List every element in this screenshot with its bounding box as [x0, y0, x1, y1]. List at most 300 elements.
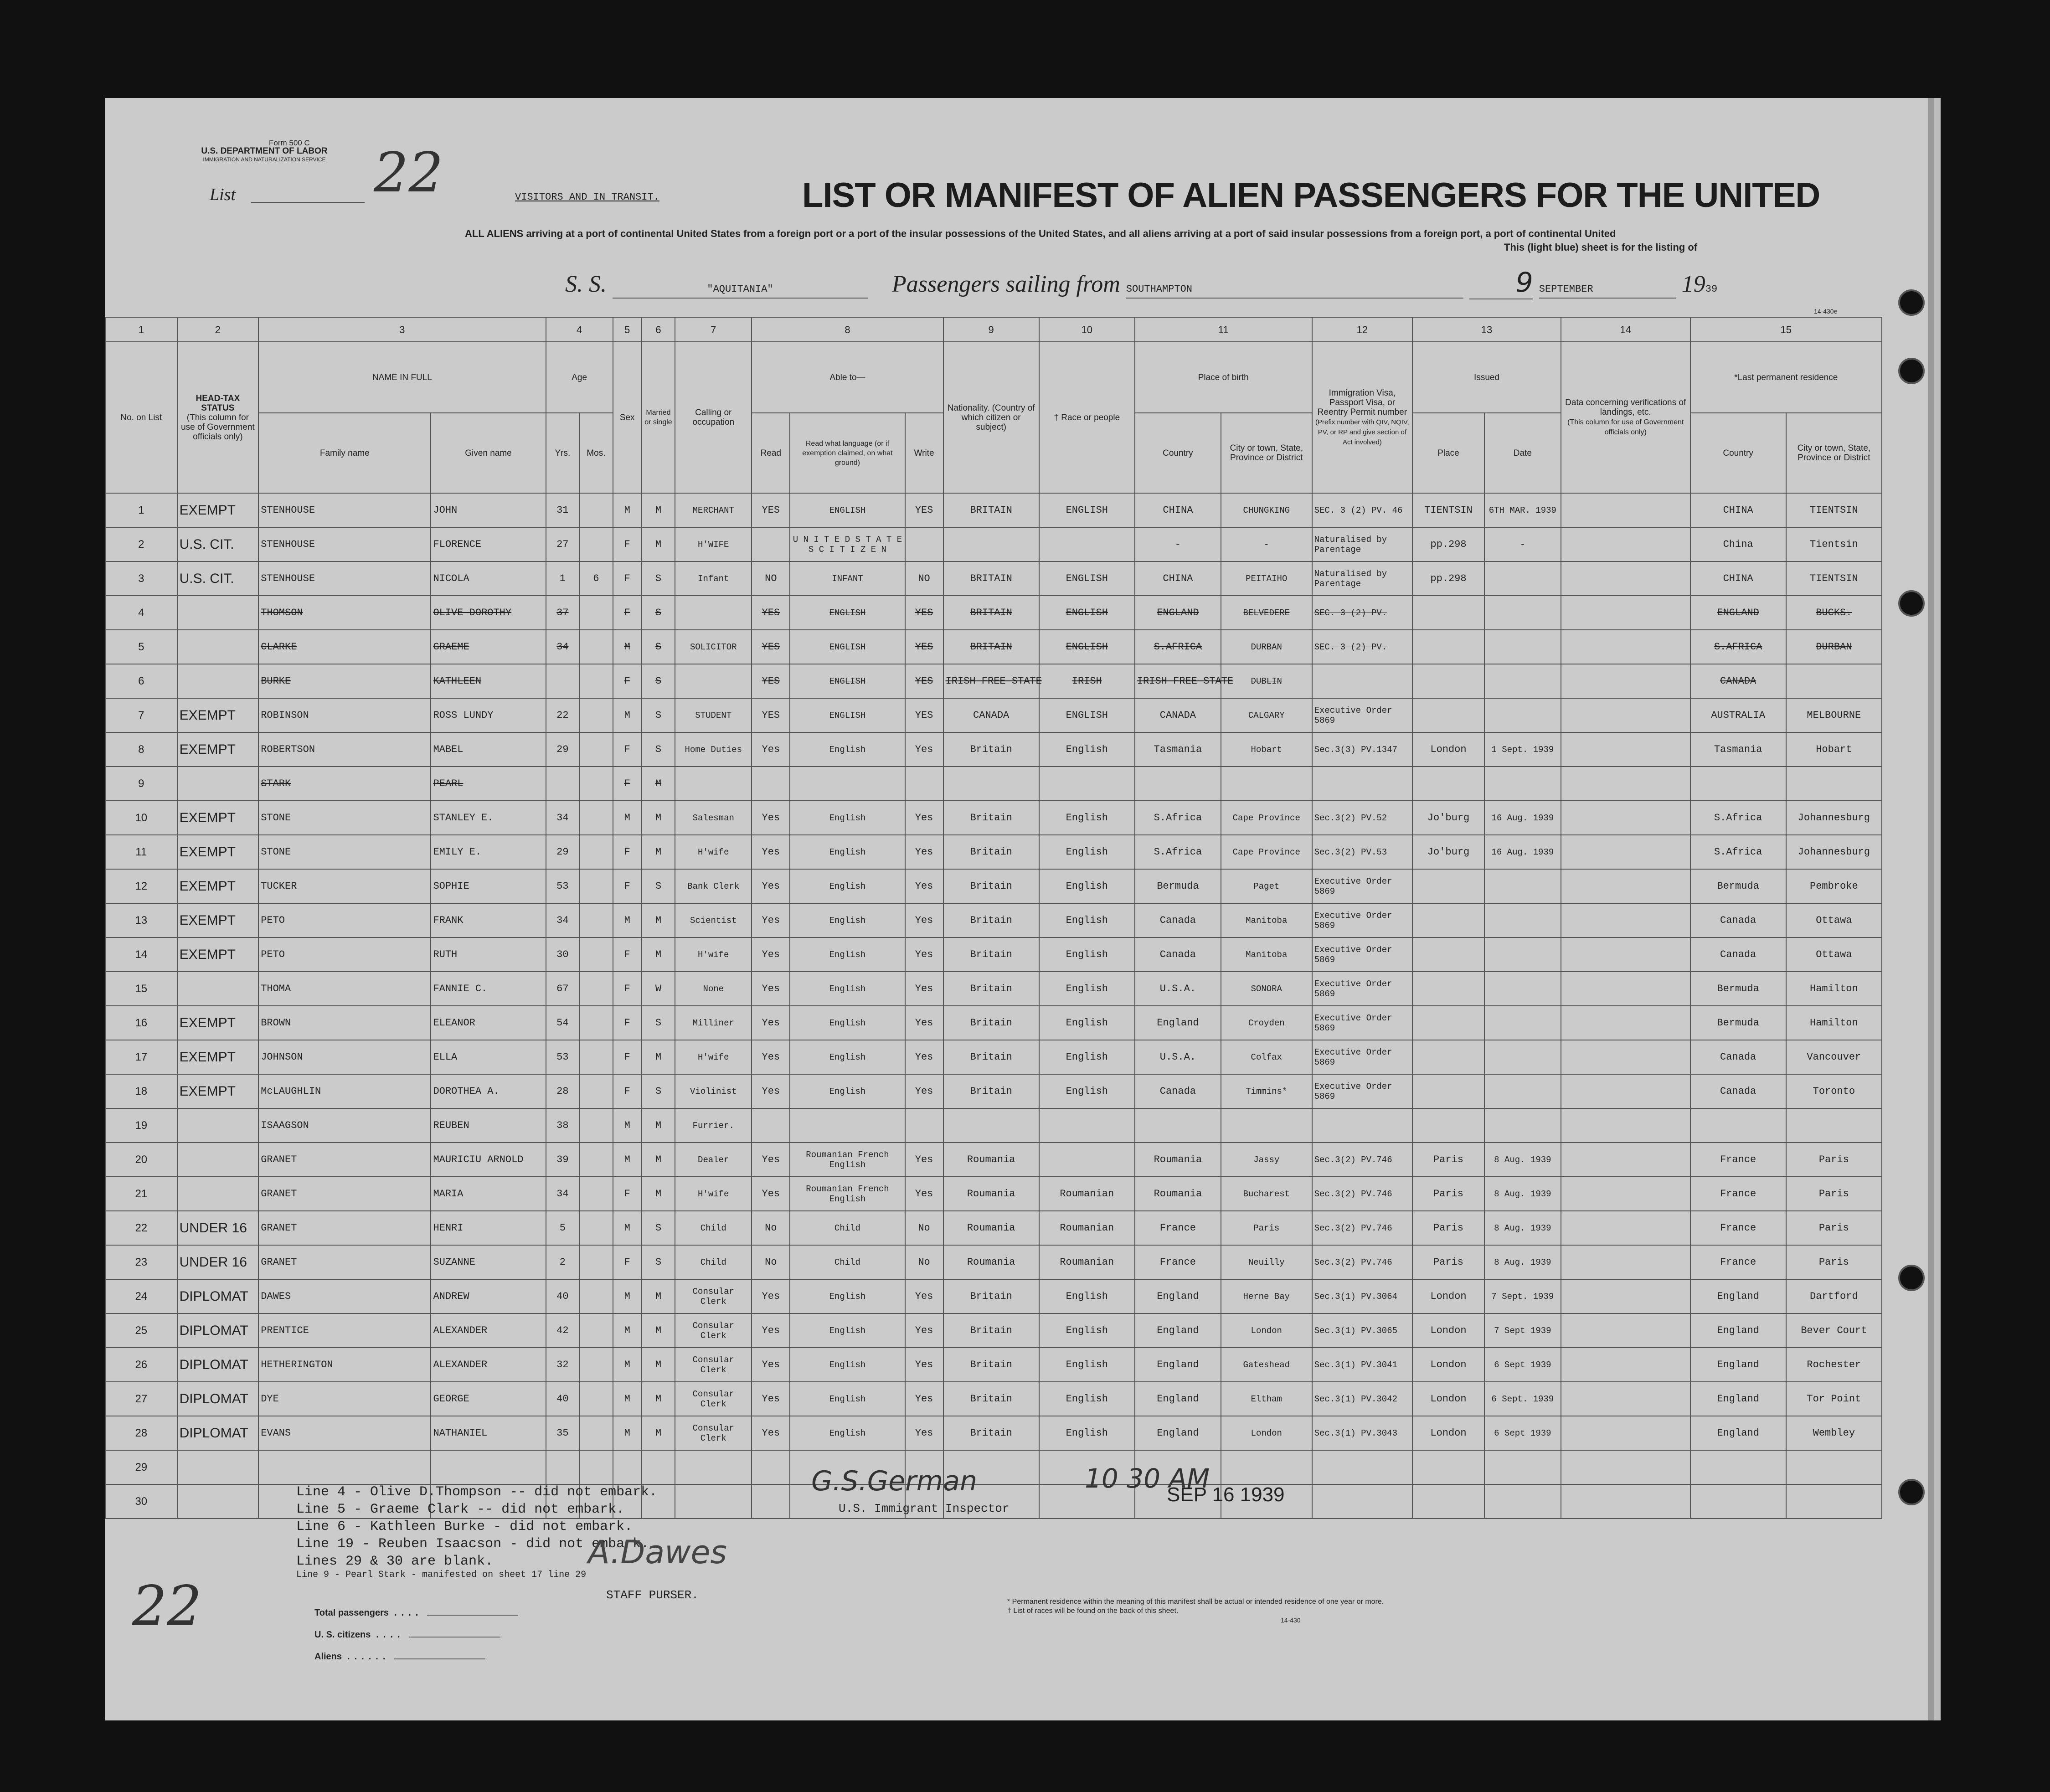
- cell-rcountry: Tasmania: [1690, 732, 1786, 767]
- cell-yrs: 28: [546, 1074, 580, 1108]
- cell-write: YES: [905, 664, 943, 698]
- cell-family: BROWN: [258, 1006, 431, 1040]
- cell-date: [1484, 1313, 1561, 1348]
- cell-lang: [790, 527, 905, 561]
- cell-date-text: 16 Aug. 1939: [1491, 813, 1554, 823]
- cell-lang-text: English: [829, 915, 866, 926]
- cell-visa-text: Naturalised by Parentage: [1314, 568, 1387, 589]
- cell-occ-text: Consular Clerk: [692, 1389, 734, 1409]
- cell-place: [1412, 1450, 1484, 1484]
- cell-verifications: [1561, 1177, 1690, 1211]
- column-number: 14: [1561, 317, 1690, 342]
- cell-bcountry: Roumania: [1135, 1177, 1221, 1211]
- cell-rcity: DURBAN: [1786, 630, 1882, 664]
- cell-rcity: Tor Point: [1786, 1382, 1882, 1416]
- cell-status: DIPLOMAT: [177, 1382, 259, 1416]
- cell-rcity: [1786, 664, 1882, 698]
- cell-given: NATHANIEL: [431, 1416, 546, 1450]
- cell-visa: [1312, 903, 1413, 937]
- cell-verifications: [1561, 527, 1690, 561]
- cell-read: Yes: [752, 972, 790, 1006]
- cell-no: 22: [105, 1211, 177, 1245]
- cell-given: DOROTHEA A.: [431, 1074, 546, 1108]
- cell-date-text: 16 Aug. 1939: [1491, 847, 1554, 857]
- cell-status: [177, 972, 259, 1006]
- table-row: [105, 527, 1882, 561]
- cell-mos: 6: [579, 561, 613, 596]
- cell-nat: Roumania: [943, 1211, 1039, 1245]
- cell-family: GRANET: [258, 1143, 431, 1177]
- form-number: Form 500 C: [269, 139, 310, 147]
- cell-yrs: 5: [546, 1211, 580, 1245]
- cell-status: [177, 664, 259, 698]
- cell-date-text: 1 Sept. 1939: [1491, 744, 1554, 755]
- cell-family: HETHERINGTON: [258, 1348, 431, 1382]
- cell-nat: Britain: [943, 801, 1039, 835]
- cell-nat: [943, 1108, 1039, 1143]
- cell-lang-text: Child: [834, 1223, 860, 1233]
- cell-no: 28: [105, 1416, 177, 1450]
- aliens-label: Aliens: [314, 1652, 342, 1662]
- cell-occ: [675, 561, 752, 596]
- cell-lang-text: English: [829, 1325, 866, 1336]
- cell-date: [1484, 903, 1561, 937]
- cell-ms: M: [642, 1040, 675, 1074]
- cell-given: ELLA: [431, 1040, 546, 1074]
- cell-bcity: [1221, 1211, 1312, 1245]
- cell-write: YES: [905, 596, 943, 630]
- cell-verifications: [1561, 630, 1690, 664]
- cell-status: EXEMPT: [177, 698, 259, 732]
- cell-visa-text: Sec.3(2) PV.746: [1314, 1154, 1392, 1165]
- cell-nat: Britain: [943, 1382, 1039, 1416]
- cell-rcity: Dartford: [1786, 1279, 1882, 1313]
- cell-given: NICOLA: [431, 561, 546, 596]
- cell-family: TUCKER: [258, 869, 431, 903]
- cell-write: NO: [905, 561, 943, 596]
- cell-lang-text: English: [829, 1052, 866, 1062]
- cell-rcountry: S.Africa: [1690, 801, 1786, 835]
- cell-status: [177, 1484, 259, 1519]
- cell-status: EXEMPT: [177, 732, 259, 767]
- cell-given: ALEXANDER: [431, 1348, 546, 1382]
- cell-rcity: Ottawa: [1786, 937, 1882, 972]
- cell-visa: [1312, 869, 1413, 903]
- cell-family: GRANET: [258, 1177, 431, 1211]
- cell-bcountry: Tasmania: [1135, 732, 1221, 767]
- cell-occ: [675, 1450, 752, 1484]
- cell-bcity: [1221, 596, 1312, 630]
- cell-ms: M: [642, 1279, 675, 1313]
- col-calling: Calling or occupation: [675, 342, 752, 493]
- cell-ms: M: [642, 1416, 675, 1450]
- cell-write: Yes: [905, 732, 943, 767]
- cell-bcountry: S.AFRICA: [1135, 630, 1221, 664]
- cell-date-text: 8 Aug. 1939: [1494, 1223, 1551, 1233]
- cell-bcity-text: Timmins*: [1246, 1086, 1288, 1097]
- cell-yrs: [546, 1450, 580, 1484]
- cell-rcountry: England: [1690, 1279, 1786, 1313]
- col-last-residence: *Last permanent residence: [1690, 342, 1882, 413]
- cell-ms: M: [642, 801, 675, 835]
- binder-hole-icon: [1898, 1479, 1925, 1505]
- footnote: † List of races will be found on the back of this sheet.: [1007, 1607, 1179, 1615]
- cell-bcity: [1221, 1245, 1312, 1279]
- binder-hole-icon: [1898, 358, 1925, 384]
- cell-write: YES: [905, 493, 943, 527]
- cell-date: [1484, 493, 1561, 527]
- cell-occ: [675, 937, 752, 972]
- cell-lang: [790, 1177, 905, 1211]
- cell-race: Roumanian: [1039, 1211, 1135, 1245]
- cell-rcountry: Canada: [1690, 1074, 1786, 1108]
- cell-bcountry: England: [1135, 1416, 1221, 1450]
- cell-lang: [790, 698, 905, 732]
- cell-date-text: 8 Aug. 1939: [1494, 1257, 1551, 1267]
- cell-write: Yes: [905, 835, 943, 869]
- cell-mos: [579, 1313, 613, 1348]
- cell-visa-text: Sec.3(2) PV.746: [1314, 1223, 1392, 1233]
- cell-bcity: [1221, 493, 1312, 527]
- cell-no: 4: [105, 596, 177, 630]
- cell-write: Yes: [905, 801, 943, 835]
- cell-nat: Britain: [943, 835, 1039, 869]
- cell-family: DYE: [258, 1382, 431, 1416]
- cell-verifications: [1561, 1108, 1690, 1143]
- cell-ms: M: [642, 527, 675, 561]
- cell-bcity-text: PEITAIHO: [1246, 573, 1288, 584]
- cell-yrs: 34: [546, 801, 580, 835]
- cell-mos: [579, 664, 613, 698]
- cell-no: 19: [105, 1108, 177, 1143]
- cell-lang-text: Roumanian French English: [806, 1184, 889, 1204]
- cell-ms: [642, 1450, 675, 1484]
- cell-status: DIPLOMAT: [177, 1313, 259, 1348]
- cell-given: ANDREW: [431, 1279, 546, 1313]
- cell-lang: [790, 1108, 905, 1143]
- cell-read: YES: [752, 493, 790, 527]
- cell-nat: Roumania: [943, 1143, 1039, 1177]
- cell-yrs: 34: [546, 630, 580, 664]
- cell-mos: [579, 767, 613, 801]
- cell-read: YES: [752, 630, 790, 664]
- sailing-month: SEPTEMBER: [1539, 283, 1593, 295]
- cell-occ: [675, 1245, 752, 1279]
- cell-no: 26: [105, 1348, 177, 1382]
- cell-given: EMILY E.: [431, 835, 546, 869]
- cell-date: [1484, 869, 1561, 903]
- cell-mos: [579, 1074, 613, 1108]
- cell-rcountry: Bermuda: [1690, 972, 1786, 1006]
- cell-ms: M: [642, 767, 675, 801]
- cell-visa: [1312, 801, 1413, 835]
- cell-occ-text: Violinist: [690, 1086, 737, 1097]
- purser-label: STAFF PURSER.: [606, 1588, 699, 1602]
- cell-occ-text: Salesman: [692, 813, 734, 823]
- cell-mos: [579, 698, 613, 732]
- cell-visa-text: Sec.3(3) PV.1347: [1314, 744, 1397, 755]
- cell-bcountry: France: [1135, 1245, 1221, 1279]
- inspector-label: U.S. Immigrant Inspector: [839, 1502, 1010, 1515]
- cell-visa: [1312, 1108, 1413, 1143]
- cell-visa-text: Sec.3(1) PV.3064: [1314, 1291, 1397, 1302]
- list-underline: [251, 202, 365, 203]
- total-passengers-label: Total passengers: [314, 1608, 389, 1618]
- cell-date: [1484, 1143, 1561, 1177]
- cell-race: ENGLISH: [1039, 561, 1135, 596]
- cell-visa-text: Sec.3(1) PV.3065: [1314, 1325, 1397, 1336]
- cell-verifications: [1561, 1416, 1690, 1450]
- cell-race: English: [1039, 1382, 1135, 1416]
- cell-nat: Britain: [943, 1279, 1039, 1313]
- cell-ms: S: [642, 630, 675, 664]
- cell-mos: [579, 1416, 613, 1450]
- cell-rcountry: England: [1690, 1313, 1786, 1348]
- cell-occ: [675, 1279, 752, 1313]
- cell-date: [1484, 664, 1561, 698]
- cell-read: Yes: [752, 1040, 790, 1074]
- col-place-of-birth: Place of birth: [1135, 342, 1312, 413]
- cell-family: ROBINSON: [258, 698, 431, 732]
- cell-no: 18: [105, 1074, 177, 1108]
- cell-lang-text: English: [829, 1086, 866, 1097]
- cell-rcity: [1786, 1108, 1882, 1143]
- cell-occ-text: Consular Clerk: [692, 1423, 734, 1443]
- cell-visa: [1312, 732, 1413, 767]
- cell-status: [177, 1108, 259, 1143]
- cell-bcity: [1221, 698, 1312, 732]
- cell-bcity-text: Hobart: [1251, 744, 1282, 755]
- cell-visa: [1312, 1211, 1413, 1245]
- cell-place: Jo'burg: [1412, 835, 1484, 869]
- cell-verifications: [1561, 1450, 1690, 1484]
- cell-family: McLAUGHLIN: [258, 1074, 431, 1108]
- cell-date: [1484, 596, 1561, 630]
- cell-place: Paris: [1412, 1211, 1484, 1245]
- col-birth-country: Country: [1135, 413, 1221, 493]
- us-citizens-label: U. S. citizens: [314, 1630, 371, 1640]
- cell-yrs: 67: [546, 972, 580, 1006]
- cell-date: [1484, 1040, 1561, 1074]
- cell-status: DIPLOMAT: [177, 1348, 259, 1382]
- cell-bcity-text: Eltham: [1251, 1394, 1282, 1404]
- totals-block: Total passengers .... U. S. citizens .... Aliens ......: [314, 1602, 518, 1668]
- col-birth-city: City or town, State, Province or District: [1221, 413, 1312, 493]
- cell-bcountry: England: [1135, 1313, 1221, 1348]
- cell-date: [1484, 698, 1561, 732]
- cell-race: English: [1039, 1416, 1135, 1450]
- cell-bcity-text: Neuilly: [1248, 1257, 1285, 1267]
- cell-read: Yes: [752, 903, 790, 937]
- cell-write: YES: [905, 630, 943, 664]
- cell-family: STENHOUSE: [258, 493, 431, 527]
- cell-verifications: [1561, 1211, 1690, 1245]
- cell-bcity-text: Paris: [1253, 1223, 1280, 1233]
- cell-occ: [675, 903, 752, 937]
- cell-status: U.S. CIT.: [177, 527, 259, 561]
- cell-occ: [675, 493, 752, 527]
- cell-yrs: 38: [546, 1108, 580, 1143]
- cell-given: FLORENCE: [431, 527, 546, 561]
- cell-read: Yes: [752, 1279, 790, 1313]
- cell-no: 20: [105, 1143, 177, 1177]
- cell-write: Yes: [905, 869, 943, 903]
- cell-lang-text: English: [829, 984, 866, 994]
- cell-occ: [675, 1074, 752, 1108]
- cell-place: [1412, 972, 1484, 1006]
- cell-bcity-text: Colfax: [1251, 1052, 1282, 1062]
- cell-occ: [675, 801, 752, 835]
- cell-lang-text: English: [829, 744, 866, 755]
- cell-place: London: [1412, 1416, 1484, 1450]
- cell-bcity-text: -: [1264, 539, 1269, 550]
- cell-sex: F: [613, 1074, 642, 1108]
- cell-verifications: [1561, 1245, 1690, 1279]
- cell-occ-text: H'wife: [698, 1189, 729, 1199]
- cell-race: ENGLISH: [1039, 630, 1135, 664]
- cell-occ-text: H'WIFE: [698, 539, 729, 550]
- cell-occ: [675, 1177, 752, 1211]
- cell-place: [1412, 1074, 1484, 1108]
- cell-verifications: [1561, 1348, 1690, 1382]
- cell-status: EXEMPT: [177, 903, 259, 937]
- cell-read: YES: [752, 664, 790, 698]
- cell-family: EVANS: [258, 1416, 431, 1450]
- cell-visa-text: Executive Order 5869: [1314, 978, 1392, 999]
- table-row: [105, 732, 1882, 767]
- cell-race: ENGLISH: [1039, 698, 1135, 732]
- cell-visa-text: Naturalised by Parentage: [1314, 534, 1387, 555]
- cell-given: ALEXANDER: [431, 1313, 546, 1348]
- cell-bcountry: France: [1135, 1211, 1221, 1245]
- cell-status: EXEMPT: [177, 835, 259, 869]
- cell-bcountry: S.Africa: [1135, 835, 1221, 869]
- cell-occ: [675, 1348, 752, 1382]
- cell-mos: [579, 493, 613, 527]
- cell-lang-text: English: [829, 1394, 866, 1404]
- table-row: [105, 801, 1882, 835]
- cell-bcity: [1221, 1313, 1312, 1348]
- cell-mos: [579, 1006, 613, 1040]
- cell-occ-text: Consular Clerk: [692, 1354, 734, 1375]
- cell-family: PRENTICE: [258, 1313, 431, 1348]
- cell-lang: [790, 835, 905, 869]
- cell-yrs: [546, 767, 580, 801]
- cell-sex: F: [613, 937, 642, 972]
- cell-race: English: [1039, 835, 1135, 869]
- cell-status: [177, 1143, 259, 1177]
- cell-rcity: Rochester: [1786, 1348, 1882, 1382]
- intro-line-2: This (light blue) sheet is for the listing of: [1504, 242, 1698, 253]
- cell-family: PETO: [258, 937, 431, 972]
- cell-occ-text: Furrier.: [692, 1120, 734, 1131]
- cell-bcountry: Canada: [1135, 937, 1221, 972]
- cell-race: English: [1039, 801, 1135, 835]
- table-row: [105, 1416, 1882, 1450]
- cell-bcity-text: Jassy: [1253, 1154, 1280, 1165]
- cell-no: 7: [105, 698, 177, 732]
- cell-ms: M: [642, 1382, 675, 1416]
- cell-verifications: [1561, 1040, 1690, 1074]
- cell-place: pp.298: [1412, 527, 1484, 561]
- ss-label: S. S.: [565, 271, 607, 297]
- cell-visa-text: Executive Order 5869: [1314, 705, 1392, 726]
- cell-nat: Britain: [943, 1040, 1039, 1074]
- cell-no: 15: [105, 972, 177, 1006]
- cell-ms: S: [642, 732, 675, 767]
- cell-verifications: [1561, 732, 1690, 767]
- cell-family: STARK: [258, 767, 431, 801]
- table-row: [105, 1450, 1882, 1484]
- cell-yrs: 27: [546, 527, 580, 561]
- cell-occ-text: SOLICITOR: [690, 642, 737, 652]
- cell-lang-text: English: [829, 1428, 866, 1438]
- cell-visa: [1312, 1279, 1413, 1313]
- cell-write: Yes: [905, 1143, 943, 1177]
- column-number: 3: [258, 317, 546, 342]
- cell-place: Paris: [1412, 1143, 1484, 1177]
- cell-verifications: [1561, 869, 1690, 903]
- cell-place: [1412, 869, 1484, 903]
- cell-rcity: Paris: [1786, 1177, 1882, 1211]
- cell-ms: S: [642, 1074, 675, 1108]
- note-line: Line 4 - Olive D.Thompson -- did not embark.: [296, 1484, 658, 1500]
- cell-race: English: [1039, 1313, 1135, 1348]
- voyage-line: [565, 267, 1717, 299]
- col-mos: Mos.: [579, 413, 613, 493]
- cell-visa-text: Sec.3(2) PV.746: [1314, 1257, 1392, 1267]
- cell-visa-text: Executive Order 5869: [1314, 910, 1392, 931]
- cell-place: [1412, 698, 1484, 732]
- cell-no: 25: [105, 1313, 177, 1348]
- cell-family: STENHOUSE: [258, 561, 431, 596]
- cell-place: London: [1412, 1313, 1484, 1348]
- cell-sex: M: [613, 630, 642, 664]
- cell-write: Yes: [905, 1279, 943, 1313]
- cell-read: Yes: [752, 869, 790, 903]
- cell-read: Yes: [752, 835, 790, 869]
- cell-race: IRISH: [1039, 664, 1135, 698]
- col-able-to: Able to—: [752, 342, 943, 413]
- cell-sex: F: [613, 1245, 642, 1279]
- col-age: Age: [546, 342, 613, 413]
- cell-visa-text: SEC. 3 (2) PV.: [1314, 642, 1387, 652]
- table-row: [105, 493, 1882, 527]
- cell-given: STANLEY E.: [431, 801, 546, 835]
- cell-date: [1484, 801, 1561, 835]
- cell-sex: F: [613, 596, 642, 630]
- cell-write: Yes: [905, 1040, 943, 1074]
- cell-bcountry: Roumania: [1135, 1143, 1221, 1177]
- cell-occ: [675, 664, 752, 698]
- column-number: 1: [105, 317, 177, 342]
- cell-family: STENHOUSE: [258, 527, 431, 561]
- cell-mos: [579, 1143, 613, 1177]
- cell-read: Yes: [752, 1416, 790, 1450]
- cell-ms: M: [642, 835, 675, 869]
- cell-visa-text: Sec.3(2) PV.52: [1314, 813, 1387, 823]
- cell-race: ENGLISH: [1039, 493, 1135, 527]
- cell-read: Yes: [752, 1348, 790, 1382]
- cell-bcountry: England: [1135, 1348, 1221, 1382]
- cell-ms: S: [642, 561, 675, 596]
- cell-read: Yes: [752, 1313, 790, 1348]
- cell-nat: CANADA: [943, 698, 1039, 732]
- purser-signature: A.Dawes: [588, 1534, 727, 1571]
- verifications-note: (This column for use of Government officials only): [1567, 418, 1684, 436]
- cell-occ-text: MERCHANT: [692, 505, 734, 515]
- cell-status: DIPLOMAT: [177, 1416, 259, 1450]
